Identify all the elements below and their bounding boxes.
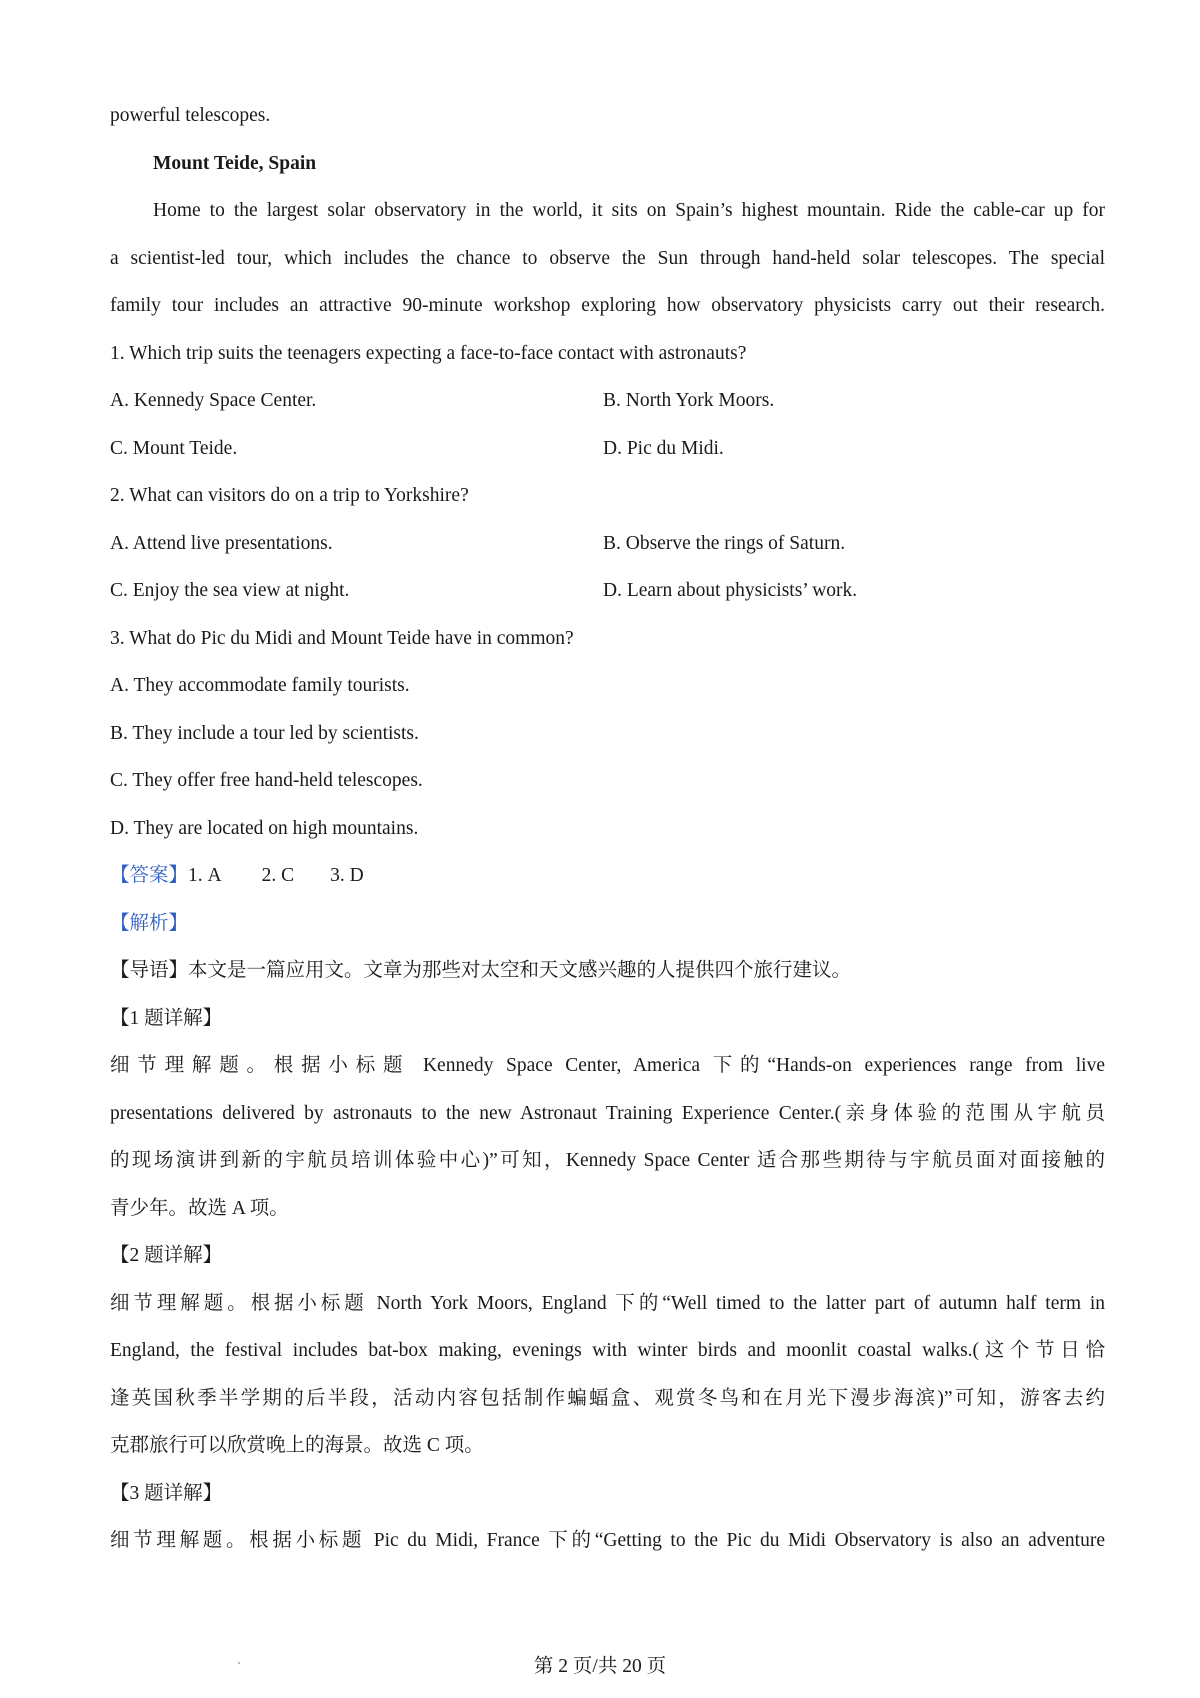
passage-line: powerful telescopes. — [110, 105, 271, 126]
q1-detail-line: presentations delivered by astronauts to the new Astronaut Training Experience Center.(亲身体验的范围从宇航员 — [110, 1102, 1105, 1124]
option-b: B. Observe the rings of Saturn. — [603, 532, 846, 554]
q3-detail-title: 【3 题详解】 — [110, 1482, 223, 1504]
option-c: C. Enjoy the sea view at night. — [110, 580, 350, 601]
option-d: D. They are located on high mountains. — [110, 817, 419, 839]
option-b: B. They include a tour led by scientists. — [110, 722, 419, 744]
page-number: 第 2 页/共 20 页 — [533, 1656, 667, 1677]
document-page — [110, 92, 1105, 1565]
question-stem: 3. What do Pic du Midi and Mount Teide have in common? — [110, 627, 574, 649]
passage-line: a scientist-led tour, which includes the chance to observe the Sun through hand-held solar telescopes. The special — [110, 247, 1105, 269]
option-row — [110, 425, 1105, 473]
answer-line — [110, 852, 1105, 900]
option-a: A. Kennedy Space Center. — [110, 390, 317, 411]
analysis-tag: 【解析】 — [110, 912, 189, 934]
option-row — [110, 567, 1105, 615]
option-a: A. They accommodate family tourists. — [110, 675, 410, 696]
q2-detail-line: 克郡旅行可以欣赏晚上的海景。故选 C 项。 — [110, 1435, 484, 1456]
option-b: B. North York Moors. — [603, 390, 775, 411]
q2-detail-line: 细节理解题。根据小标题 North York Moors, England 下的“Well timed to the latter part of autumn half term in — [110, 1292, 1105, 1314]
analysis-intro: 【导语】本文是一篇应用文。文章为那些对太空和天文感兴趣的人提供四个旅行建议。 — [110, 960, 852, 981]
option-a: A. Attend live presentations. — [110, 532, 333, 554]
answer-2: 2. C — [261, 865, 295, 886]
question-stem: 1. Which trip suits the teenagers expecting a face-to-face contact with astronauts? — [110, 342, 747, 364]
q2-detail-line: 逢英国秋季半学期的后半段，活动内容包括制作蝙蝠盒、观赏冬鸟和在月光下漫步海滨)”可知，游客去约 — [110, 1387, 1105, 1409]
option-c: C. Mount Teide. — [110, 437, 238, 459]
answer-3: 3. D — [330, 865, 364, 886]
answer-tag: 【答案】 — [110, 865, 189, 886]
option-d: D. Pic du Midi. — [603, 437, 724, 459]
answer-1: 1. A — [188, 865, 222, 886]
option-d: D. Learn about physicists’ work. — [603, 580, 858, 601]
passage-line: family tour includes an attractive 90-minute workshop exploring how observatory physicists carry out their research. — [110, 295, 1105, 316]
q2-detail-line: England, the festival includes bat-box making, evenings with winter birds and moonlit coastal walks.(这个节日恰 — [110, 1340, 1105, 1361]
passage-line: Home to the largest solar observatory in the world, it sits on Spain’s highest mountain. Ride the cable-car up for — [153, 200, 1105, 221]
q1-detail-title: 【1 题详解】 — [110, 1007, 223, 1029]
option-row — [110, 377, 1105, 425]
q1-detail-line: 的现场演讲到新的宇航员培训体验中心)”可知，Kennedy Space Center 适合那些期待与宇航员面对面接触的 — [110, 1150, 1105, 1171]
section-title: Mount Teide, Spain — [153, 152, 317, 174]
option-row — [110, 520, 1105, 568]
question-stem: 2. What can visitors do on a trip to Yorkshire? — [110, 485, 469, 506]
option-c: C. They offer free hand-held telescopes. — [110, 770, 423, 791]
q3-detail-line: 细节理解题。根据小标题 Pic du Midi, France 下的“Getting to the Pic du Midi Observatory is also an adventure — [110, 1530, 1105, 1551]
q1-detail-line: 细节理解题。根据小标题 Kennedy Space Center, America 下的“Hands-on experiences range from live — [110, 1055, 1105, 1076]
q2-detail-title: 【2 题详解】 — [110, 1245, 223, 1266]
q1-detail-line: 青少年。故选 A 项。 — [110, 1197, 289, 1219]
